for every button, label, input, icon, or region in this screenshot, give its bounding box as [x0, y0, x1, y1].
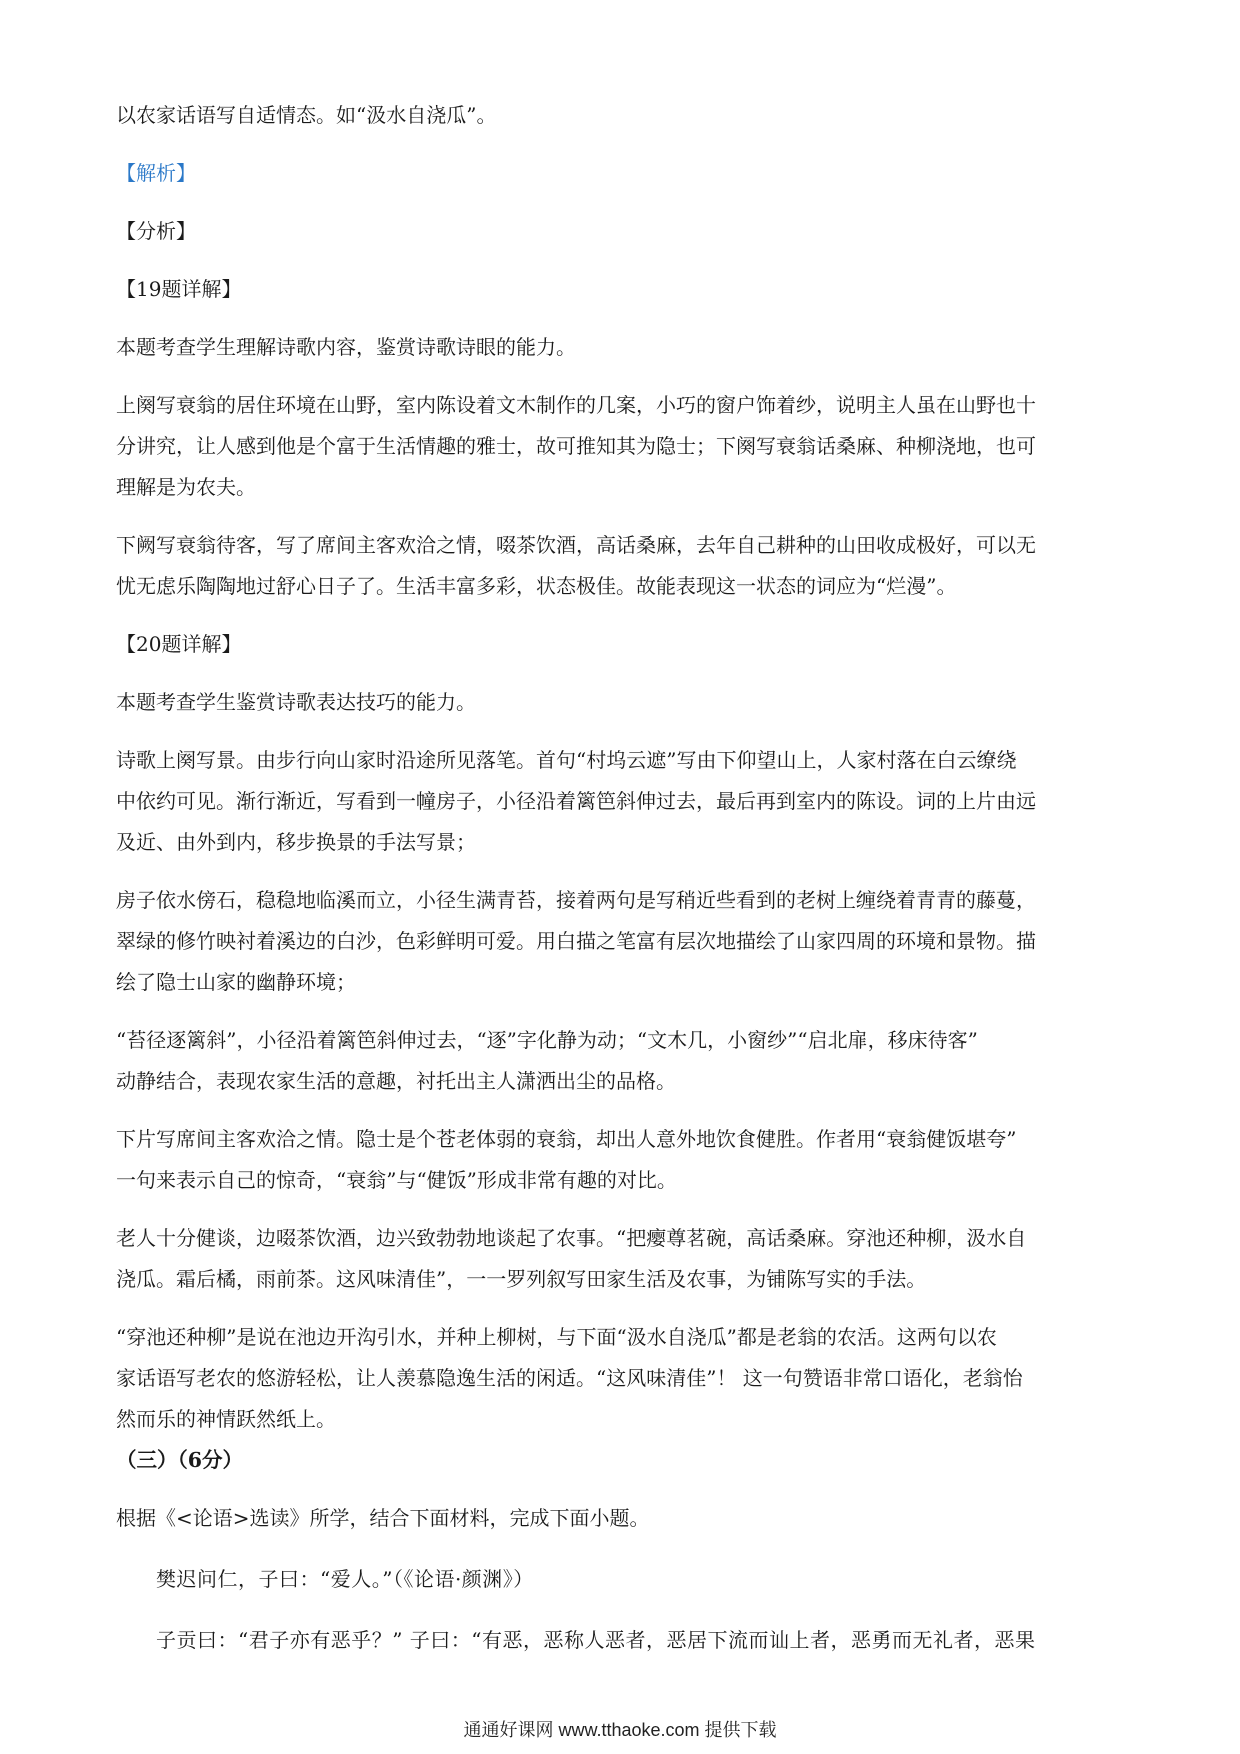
paragraph-line: 理解是为农夫。	[116, 475, 256, 499]
paragraph-line: 老人十分健谈，边啜茶饮酒，边兴致勃勃地谈起了农事。“把瘿尊茗碗，高话桑麻。穿池还种柳，汲水自	[116, 1226, 1027, 1250]
paragraph-line: 本题考查学生理解诗歌内容，鉴赏诗歌诗眼的能力。	[116, 335, 576, 359]
paragraph-line: 翠绿的修竹映衬着溪边的白沙，色彩鲜明可爱。用白描之笔富有层次地描绘了山家四周的环境和景物。描	[116, 929, 1036, 953]
instruction-line: 根据《<论语>选读》所学，结合下面材料，完成下面小题。	[116, 1506, 650, 1530]
paragraph-line: “苔径逐篱斜”，小径沿着篱笆斜伸过去，“逐”字化静为动；“文木几，小窗纱”“启北扉，移床待客”	[116, 1028, 978, 1052]
analysis-heading: 【分析】	[116, 219, 196, 243]
paragraph-line: 上阕写衰翁的居住环境在山野，室内陈设着文木制作的几案，小巧的窗户饰着纱，说明主人虽在山野也十	[116, 393, 1036, 417]
paragraph-line: 忧无虑乐陶陶地过舒心日子了。生活丰富多彩，状态极佳。故能表现这一状态的词应为“烂漫”。	[116, 574, 957, 598]
paragraph-line: 家话语写老农的悠游轻松，让人羡慕隐逸生活的闲适。“这风味清佳”！ 这一句赞语非常口语化，老翁怡	[116, 1366, 1023, 1390]
paragraph-line: 及近、由外到内，移步换景的手法写景；	[116, 830, 476, 854]
quote-line: 子贡曰：“君子亦有恶乎？” 子曰：“有恶，恶称人恶者，恶居下流而讪上者，恶勇而无礼者，恶果	[156, 1628, 1036, 1652]
paragraph-line: 一句来表示自己的惊奇，“衰翁”与“健饭”形成非常有趣的对比。	[116, 1168, 677, 1192]
analysis-tag: 【解析】	[116, 161, 196, 185]
paragraph-line: 分讲究，让人感到他是个富于生活情趣的雅士，故可推知其为隐士；下阕写衰翁话桑麻、种柳浇地，也可	[116, 434, 1036, 458]
paragraph-line: 浇瓜。霜后橘，雨前茶。这风味清佳”，一一罗列叙写田家生活及农事，为铺陈写实的手法。	[116, 1267, 927, 1291]
paragraph-line: 下阙写衰翁待客，写了席间主客欢洽之情，啜茶饮酒，高话桑麻，去年自己耕种的山田收成极好，可以无	[116, 533, 1036, 557]
paragraph-line: “穿池还种柳”是说在池边开沟引水，并种上柳树，与下面“汲水自浇瓜”都是老翁的农活。这两句以农	[116, 1325, 997, 1349]
paragraph-line: 下片写席间主客欢洽之情。隐士是个苍老体弱的衰翁，却出人意外地饮食健胜。作者用“衰翁健饭堪夸”	[116, 1127, 1017, 1151]
paragraph-line: 中依约可见。渐行渐近，写看到一幢房子，小径沿着篱笆斜伸过去，最后再到室内的陈设。词的上片由远	[116, 789, 1036, 813]
paragraph-line: 本题考查学生鉴赏诗歌表达技巧的能力。	[116, 690, 476, 714]
quote-line: 樊迟问仁，子曰：“爱人。”（《论语·颜渊》）	[156, 1567, 534, 1591]
section-3-heading: （三）（6分）	[116, 1448, 244, 1472]
paragraph-line: 房子依水傍石，稳稳地临溪而立，小径生满青苔，接着两句是写稍近些看到的老树上缠绕着青青的藤蔓，	[116, 888, 1036, 912]
paragraph-line: 绘了隐士山家的幽静环境；	[116, 970, 356, 994]
question-20-heading: 【20题详解】	[116, 632, 242, 656]
page-footer: 通通好课网 www.tthaoke.com 提供下载	[463, 1720, 777, 1740]
paragraph-line: 动静结合，表现农家生活的意趣，衬托出主人潇洒出尘的品格。	[116, 1069, 676, 1093]
paragraph-line: 然而乐的神情跃然纸上。	[116, 1407, 336, 1431]
paragraph-line: 诗歌上阕写景。由步行向山家时沿途所见落笔。首句“村坞云遮”写由下仰望山上，人家村落在白云缭绕	[116, 748, 1017, 772]
document-body	[116, 95, 1136, 1661]
text-line: 以农家话语写自适情态。如“汲水自浇瓜”。	[116, 103, 497, 127]
question-19-heading: 【19题详解】	[116, 277, 242, 301]
